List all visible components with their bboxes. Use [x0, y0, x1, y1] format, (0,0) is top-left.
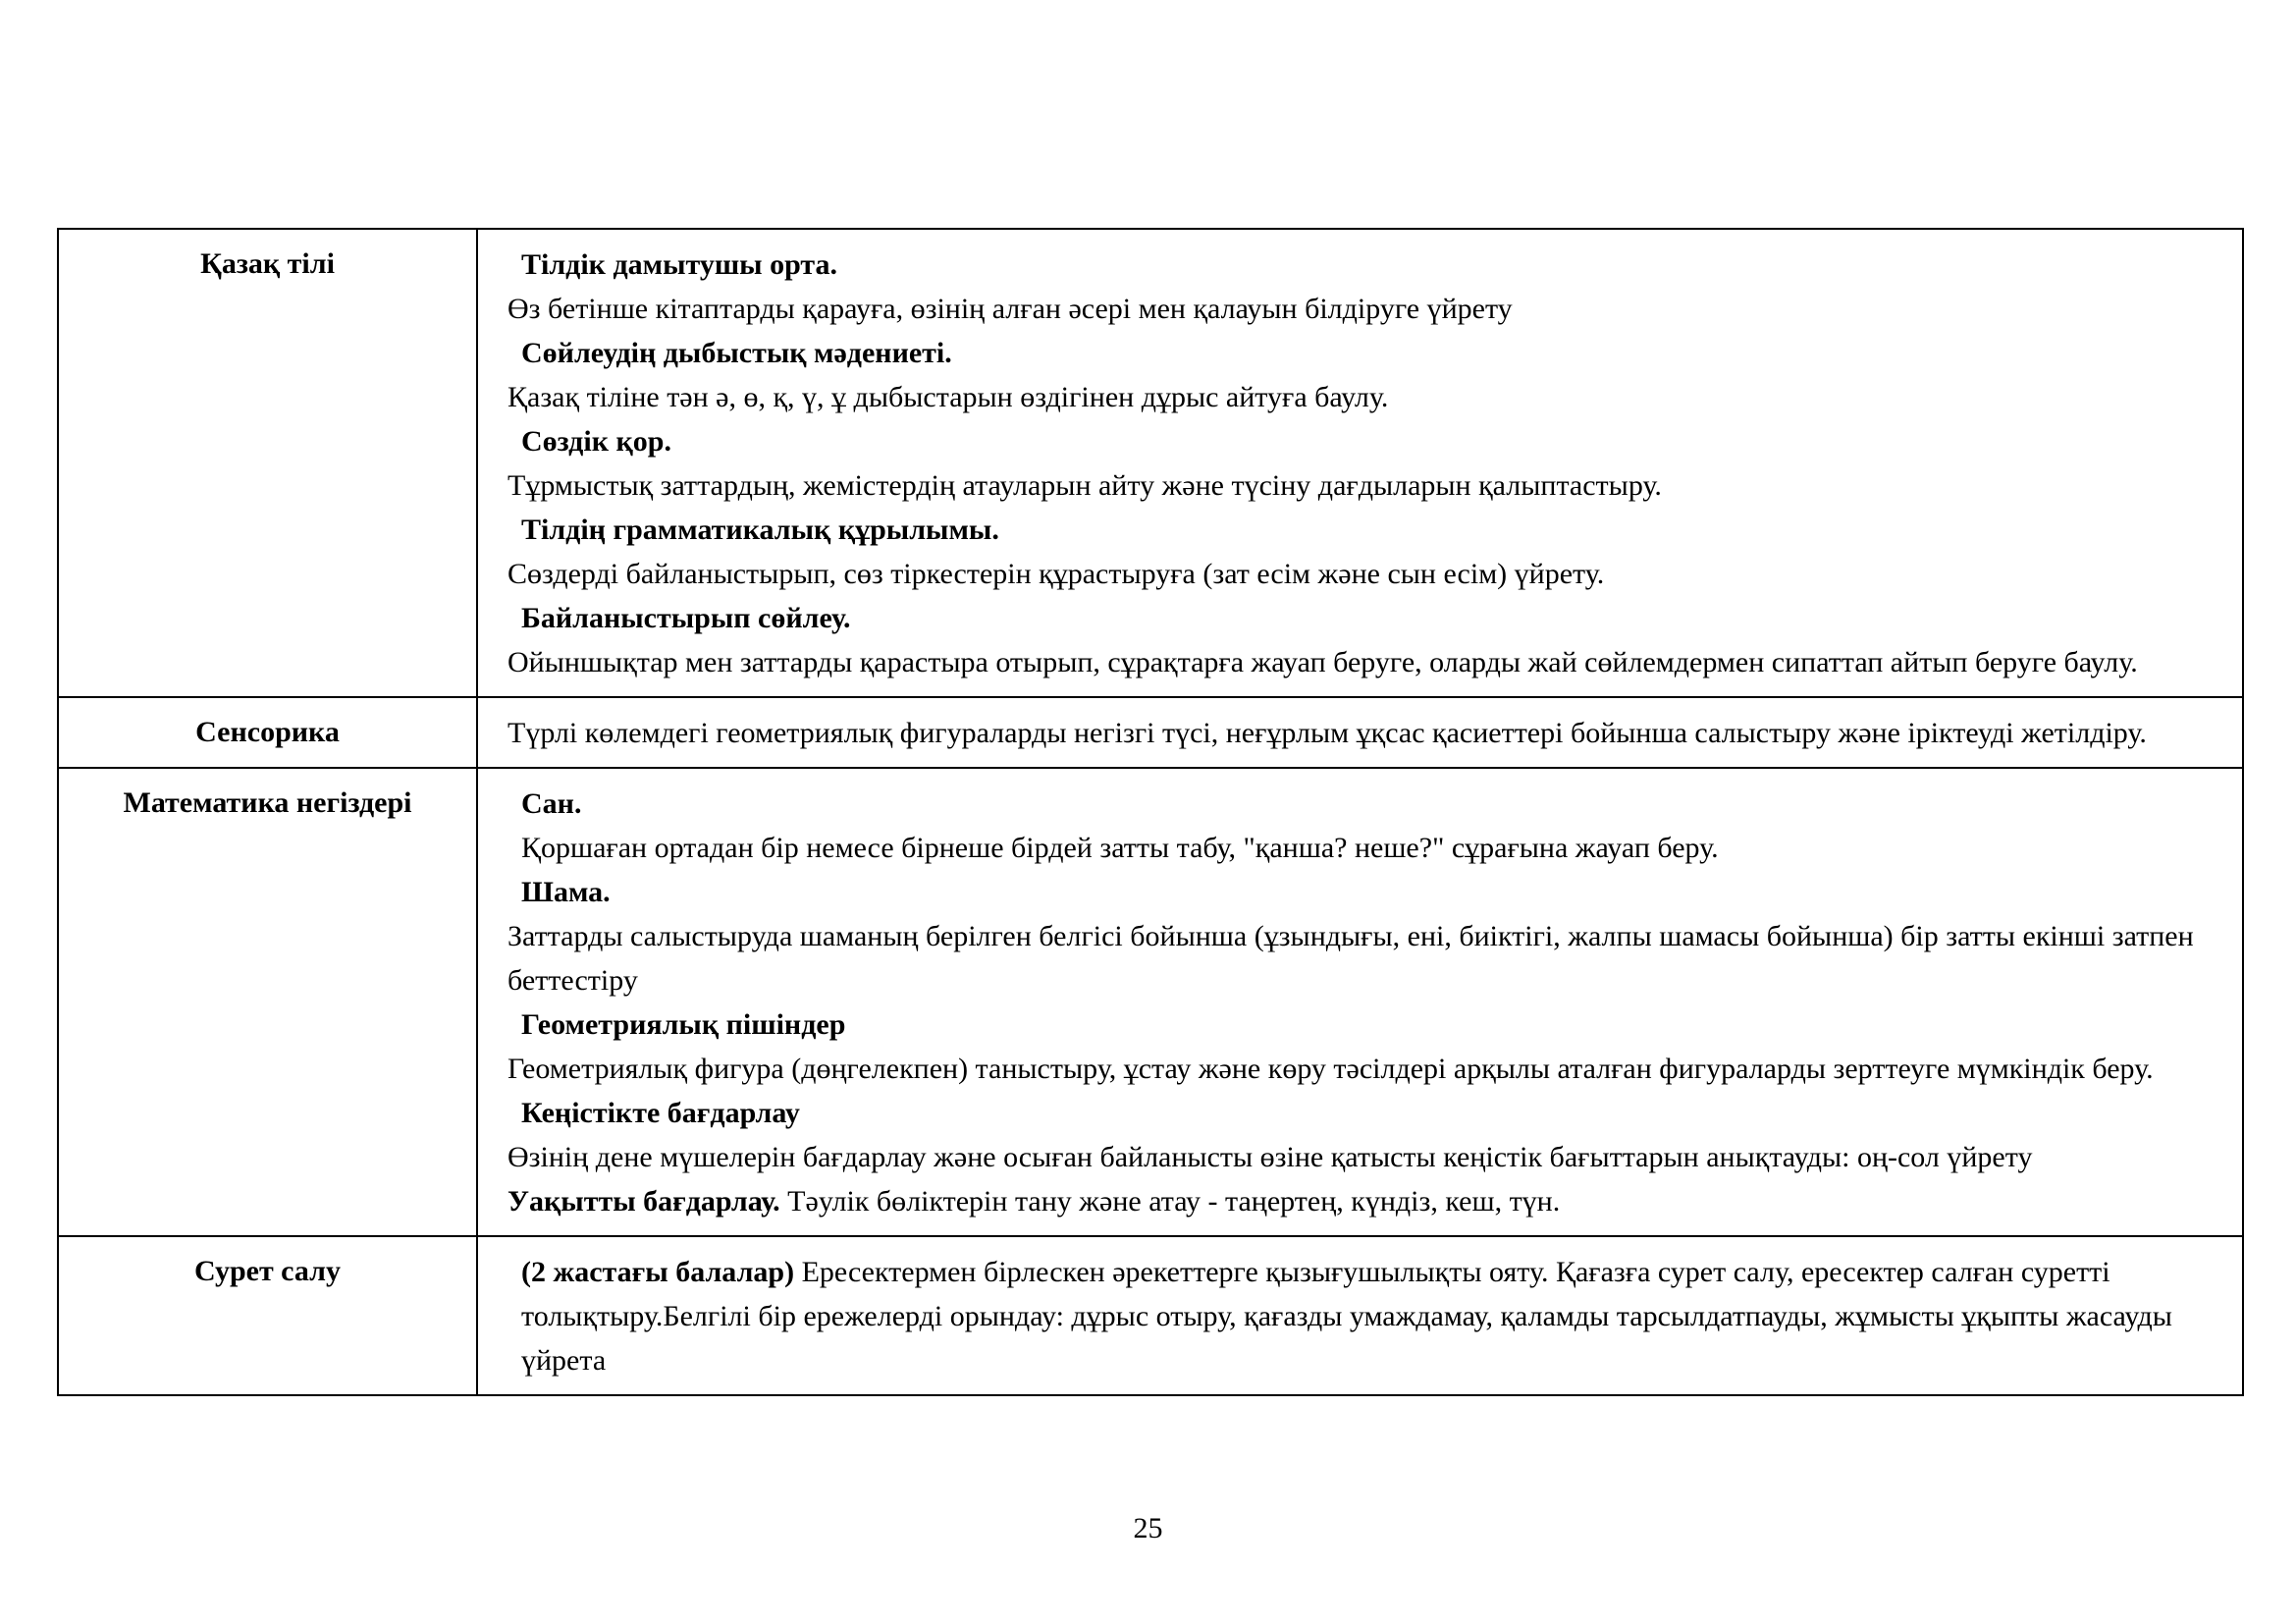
subject-label: Сурет салу — [194, 1255, 341, 1287]
table-cell-subject — [58, 229, 477, 697]
content-text: Сөздерді байланыстырып, сөз тіркестерін құрастыруға (зат есім және сын есім) үйрету. — [507, 558, 1605, 590]
subject-label: Қазақ тілі — [200, 247, 335, 280]
content-text: Түрлі көлемдегі геометриялық фигураларды негізгі түсі, неғұрлым ұқсас қасиеттері бойынша салыстыру және іріктеуді жетілдіру. — [507, 717, 2147, 749]
content-text: Тұрмыстық заттардың, жемістердің атауларын айту және түсіну дағдыларын қалыптастыру. — [507, 469, 1662, 502]
content-text: Ересектермен бірлескен әрекеттерге қызығушылықты ояту. Қағазға сурет салу, ересектер салған суретті толықтыру.Белгілі бір ережелерді орындау: дұрыс отыру, қағазды умаждамау, қаламды тарсылдатпауды, жұмысты ұқыпты жасауды үйрета — [521, 1256, 2172, 1377]
content-heading: Кеңістікте бағдарлау — [521, 1097, 800, 1129]
table-row — [58, 768, 2243, 1236]
content-heading: Сан. — [521, 787, 582, 820]
content-block — [478, 698, 2242, 767]
subject-label: Математика негіздері — [123, 786, 412, 819]
table-cell-content — [477, 768, 2243, 1236]
content-heading: Тілдің грамматикалық құрылымы. — [521, 514, 999, 546]
content-text: Тәулік бөліктерін тану және атау - таңертең, күндіз, кеш, түн. — [787, 1185, 1561, 1218]
page-number: 25 — [1133, 1512, 1163, 1544]
table-cell-subject — [58, 697, 477, 768]
content-text: Өзінің дене мүшелерін бағдарлау және осыған байланысты өзіне қатысты кеңістік бағыттарын анықтауды: оң-сол үйрету — [507, 1141, 2033, 1173]
content-heading: Шама. — [521, 876, 611, 908]
content-text: Заттарды салыстыруда шаманың берілген белгісі бойынша (ұзындығы, ені, биіктігі, жалпы шамасы бойынша) бір затты екінші затпен беттестіру — [507, 920, 2194, 997]
content-block — [478, 230, 2242, 696]
content-text: Геометриялық фигура (дөңгелекпен) таныстыру, ұстау және көру тәсілдері арқылы аталған фигураларды зерттеуге мүмкіндік беру. — [507, 1053, 2154, 1085]
content-text: Өз бетінше кітаптарды қарауға, өзінің алған әсері мен қалауын білдіруге үйрету — [507, 293, 1513, 325]
table-cell-subject — [58, 1236, 477, 1395]
content-heading: Тілдік дамытушы орта. — [521, 248, 837, 281]
content-inline-block — [507, 1179, 2220, 1223]
content-heading: Геометриялық пішіндер — [521, 1008, 846, 1041]
content-block — [478, 1237, 2242, 1394]
table-row — [58, 229, 2243, 697]
content-heading: Уақытты бағдарлау. — [507, 1185, 780, 1218]
table-body — [58, 229, 2243, 1395]
content-heading: Сөздік қор. — [521, 425, 671, 458]
subject-label: Сенсорика — [195, 716, 340, 748]
curriculum-table — [57, 228, 2244, 1396]
content-text: Қоршаған ортадан бір немесе бірнеше бірдей затты табу, "қанша? неше?" сұрағына жауап беру. — [521, 832, 1719, 864]
content-block — [478, 769, 2242, 1235]
content-heading: (2 жастағы балалар) — [521, 1256, 795, 1288]
table-row — [58, 697, 2243, 768]
content-inline-block — [507, 1250, 2220, 1382]
content-text: Қазақ тіліне тән ә, ө, қ, ү, ұ дыбыстарын өздігінен дұрыс айтуға баулу. — [507, 381, 1389, 413]
content-text: Ойыншықтар мен заттарды қарастыра отырып, сұрақтарға жауап беруге, оларды жай сөйлемдермен сипаттап айтып беруге баулу. — [507, 646, 2138, 678]
table-cell-content — [477, 229, 2243, 697]
content-heading: Сөйлеудің дыбыстық мәдениеті. — [521, 337, 952, 369]
table-cell-subject — [58, 768, 477, 1236]
content-heading: Байланыстырып сөйлеу. — [521, 602, 851, 634]
table-cell-content — [477, 1236, 2243, 1395]
table-row — [58, 1236, 2243, 1395]
table-cell-content — [477, 697, 2243, 768]
